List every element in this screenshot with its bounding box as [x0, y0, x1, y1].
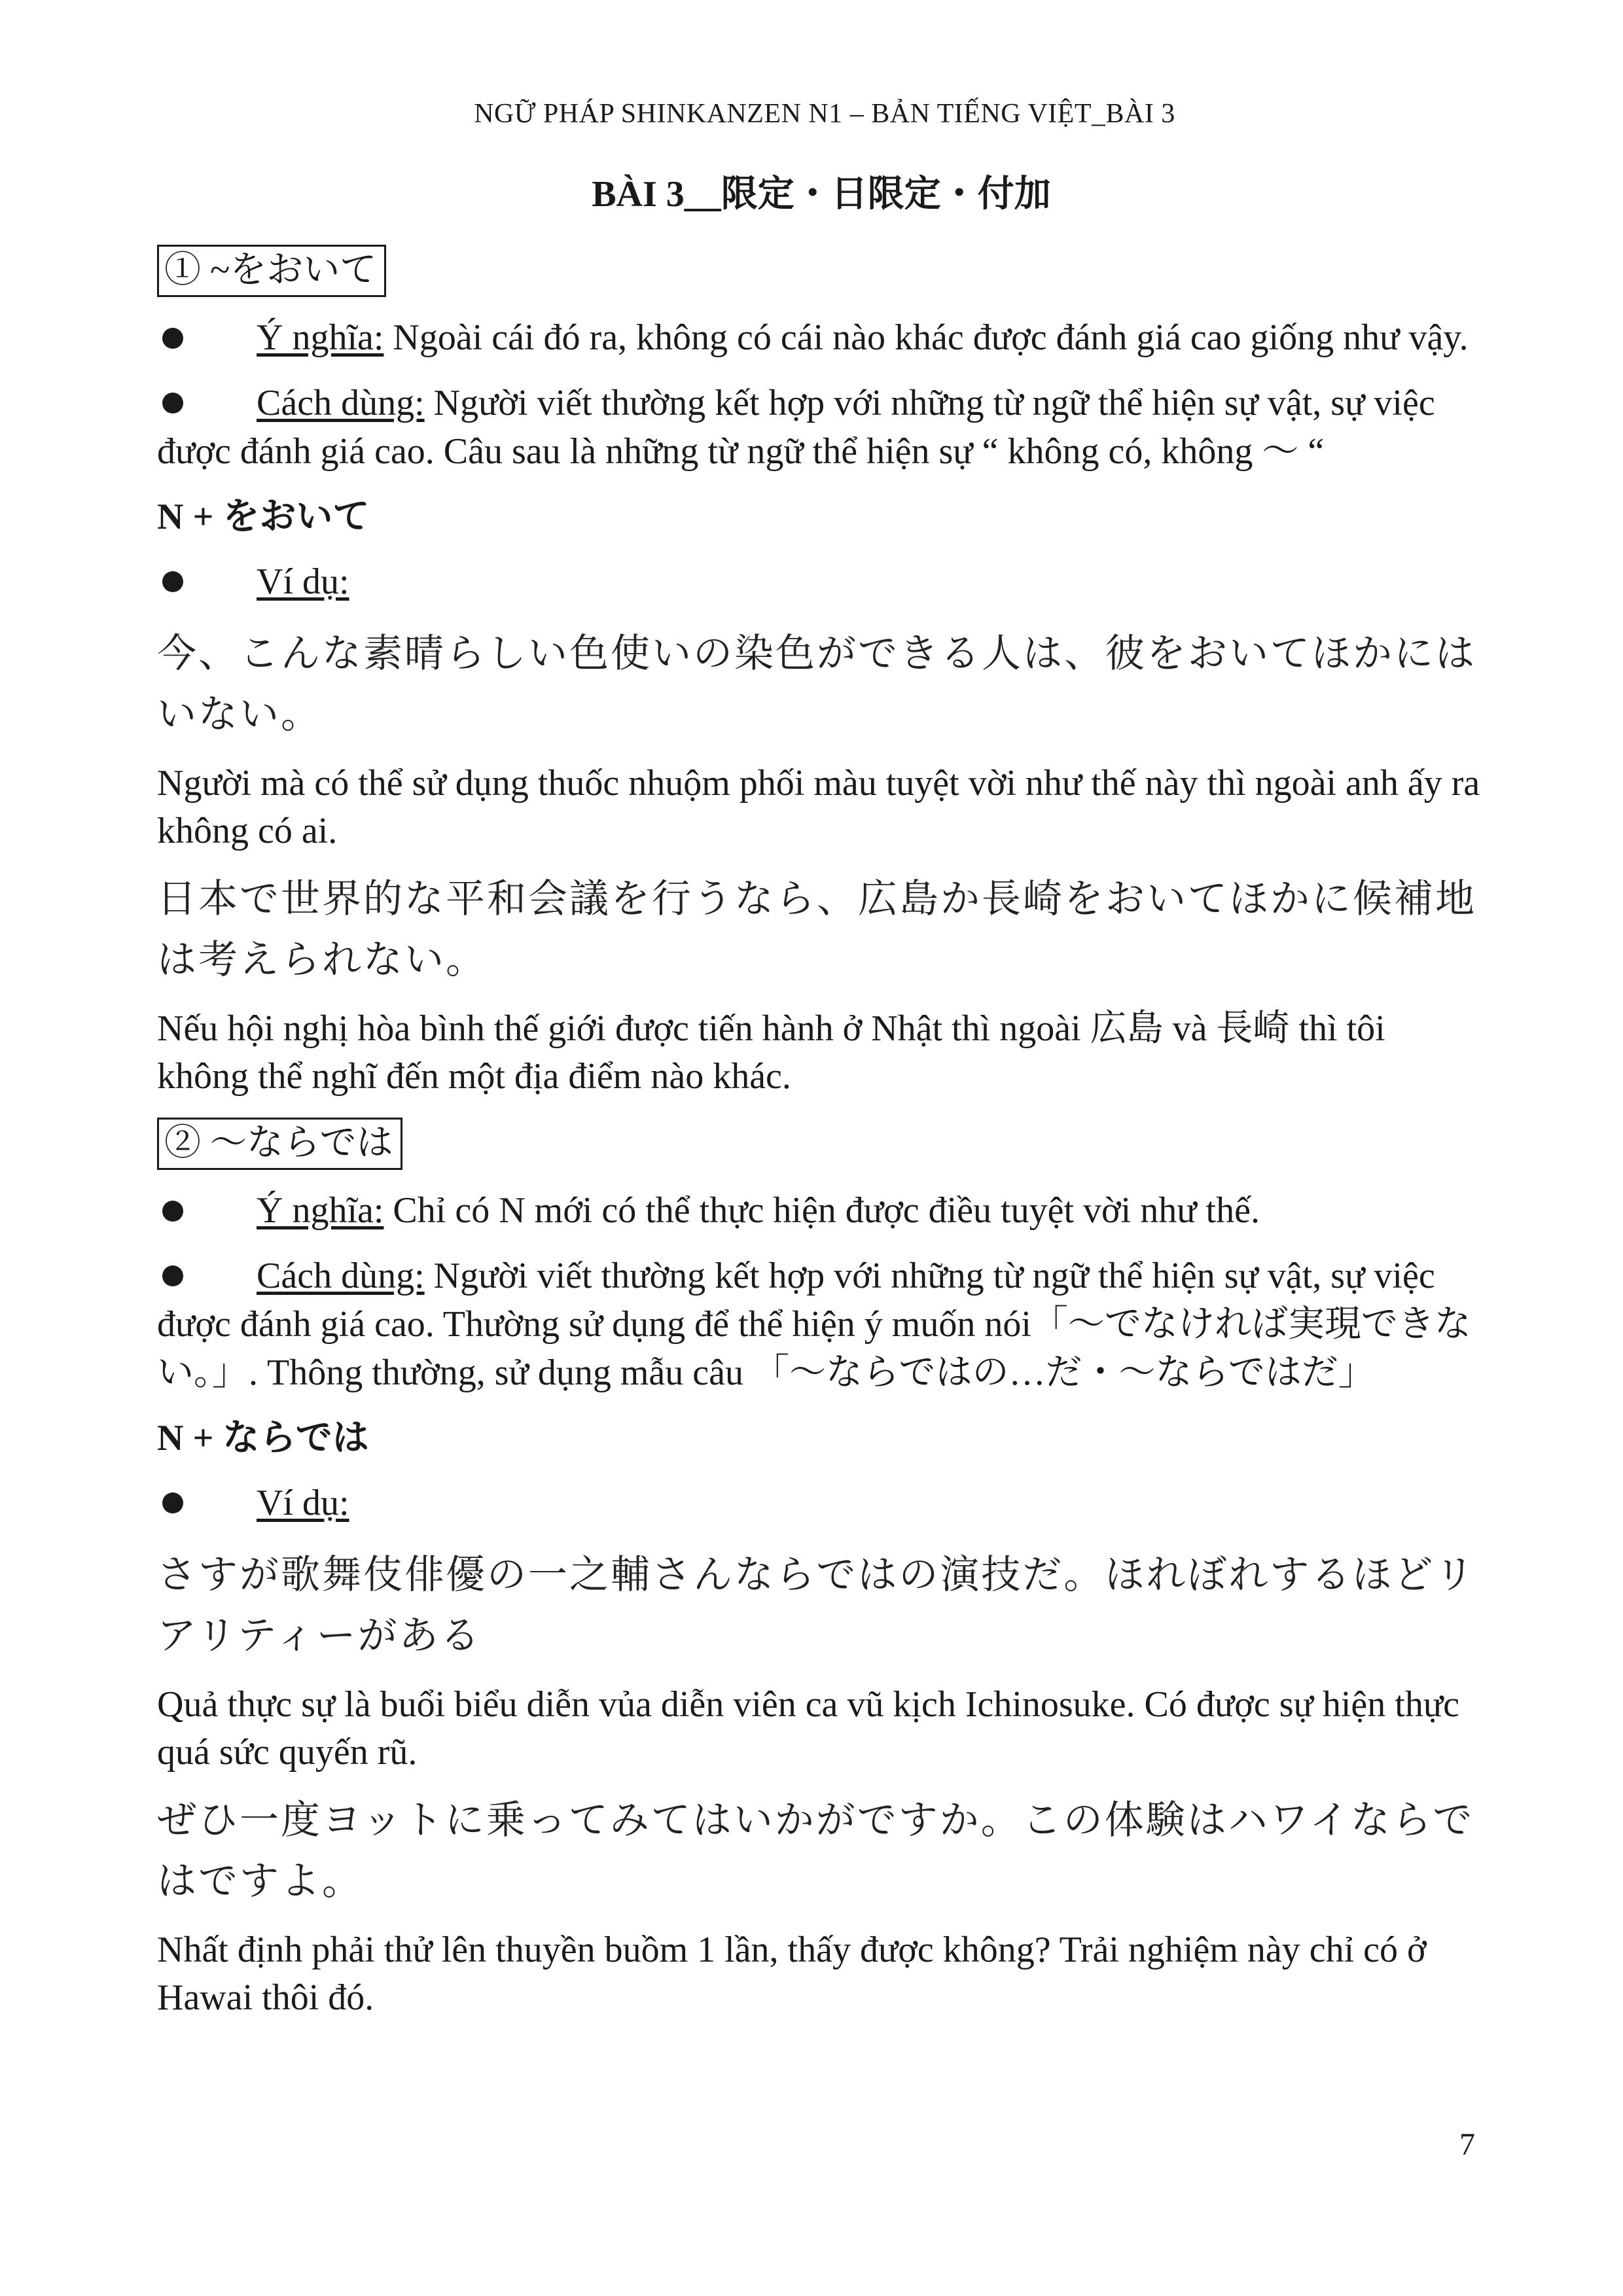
running-header: NGỮ PHÁP SHINKANZEN N1 – BẢN TIẾNG VIỆT_BÀI 3	[474, 99, 1175, 129]
meaning-item	[157, 1187, 1486, 1235]
formula: N + ならでは	[157, 1418, 369, 1459]
example-item	[157, 1479, 1486, 1528]
pattern-heading: ② ～ならでは	[157, 1118, 402, 1170]
example-japanese: 日本で世界的な平和会議を行うなら、広島か長崎をおいてほかに候補地は考えられない。	[157, 876, 1476, 983]
grammar-section-1	[157, 242, 1486, 1101]
usage-label: Cách dùng:	[257, 1256, 425, 1297]
usage-item	[157, 380, 1486, 476]
meaning-label: Ý nghĩa:	[257, 1190, 384, 1231]
usage-item	[157, 1252, 1486, 1398]
page-number: 7	[1459, 2127, 1475, 2162]
example-label: Ví dụ:	[257, 1482, 349, 1523]
example-item	[157, 558, 1486, 607]
example-japanese: ぜひ一度ヨットに乗ってみてはいかがですか。この体験はハワイならではですよ。	[157, 1797, 1474, 1905]
example-japanese: さすが歌舞伎俳優の一之輔さんならではの演技だ。ほれぼれするほどリアリティーがある	[157, 1551, 1476, 1659]
bullet-icon	[162, 1201, 183, 1222]
bullet-icon	[162, 1265, 183, 1286]
usage-label: Cách dùng:	[257, 383, 425, 424]
example-japanese: 今、こんな素晴らしい色使いの染色ができる人は、彼をおいてほかにはいない。	[157, 630, 1476, 737]
example-label: Ví dụ:	[257, 561, 349, 602]
example-vietnamese: Nếu hội nghị hòa bình thế giới được tiến hành ở Nhật thì ngoài 広島 và 長崎 thì tôi không thể nghĩ đến một địa điểm nào khác.	[157, 1008, 1385, 1097]
lesson-title: BÀI 3__限定・日限定・付加	[592, 174, 1051, 215]
formula: N + をおいて	[157, 497, 370, 538]
meaning-item	[157, 314, 1486, 362]
meaning-label: Ý nghĩa:	[257, 317, 384, 359]
usage-text: Người viết thường kết hợp với những từ ngữ thể hiện sự vật, sự việc được đánh giá cao. Thường sử dụng để thể hiện ý muốn nói「～でなければ実現できない。」. Thông thường, sử dụng mẫu câu 「～ならではの…だ・～ならではだ」	[157, 1256, 1471, 1394]
grammar-section-2	[157, 1115, 1486, 2022]
bullet-icon	[162, 328, 183, 349]
pattern-heading: ① ~をおいて	[157, 245, 386, 297]
example-vietnamese: Nhất định phải thử lên thuyền buồm 1 lần, thấy được không? Trải nghiệm này chỉ có ở Hawai thôi đó.	[157, 1930, 1427, 2019]
meaning-text: Ngoài cái đó ra, không có cái nào khác được đánh giá cao giống như vậy.	[383, 317, 1469, 359]
meaning-text: Chỉ có N mới có thể thực hiện được điều tuyệt vời như thế.	[383, 1190, 1260, 1231]
document-page	[157, 98, 1486, 2036]
example-vietnamese: Quả thực sự là buổi biểu diễn vủa diễn viên ca vũ kịch Ichinosuke. Có được sự hiện thực quá sức quyến rũ.	[157, 1684, 1460, 1773]
bullet-icon	[162, 393, 183, 414]
example-vietnamese: Người mà có thể sử dụng thuốc nhuộm phối màu tuyệt vời như thế này thì ngoài anh ấy ra không có ai.	[157, 762, 1480, 851]
bullet-icon	[162, 571, 183, 592]
usage-text: Người viết thường kết hợp với những từ ngữ thể hiện sự vật, sự việc được đánh giá cao. Câu sau là những từ ngữ thể hiện sự “ không có, không ～ “	[157, 383, 1435, 472]
bullet-icon	[162, 1492, 183, 1513]
